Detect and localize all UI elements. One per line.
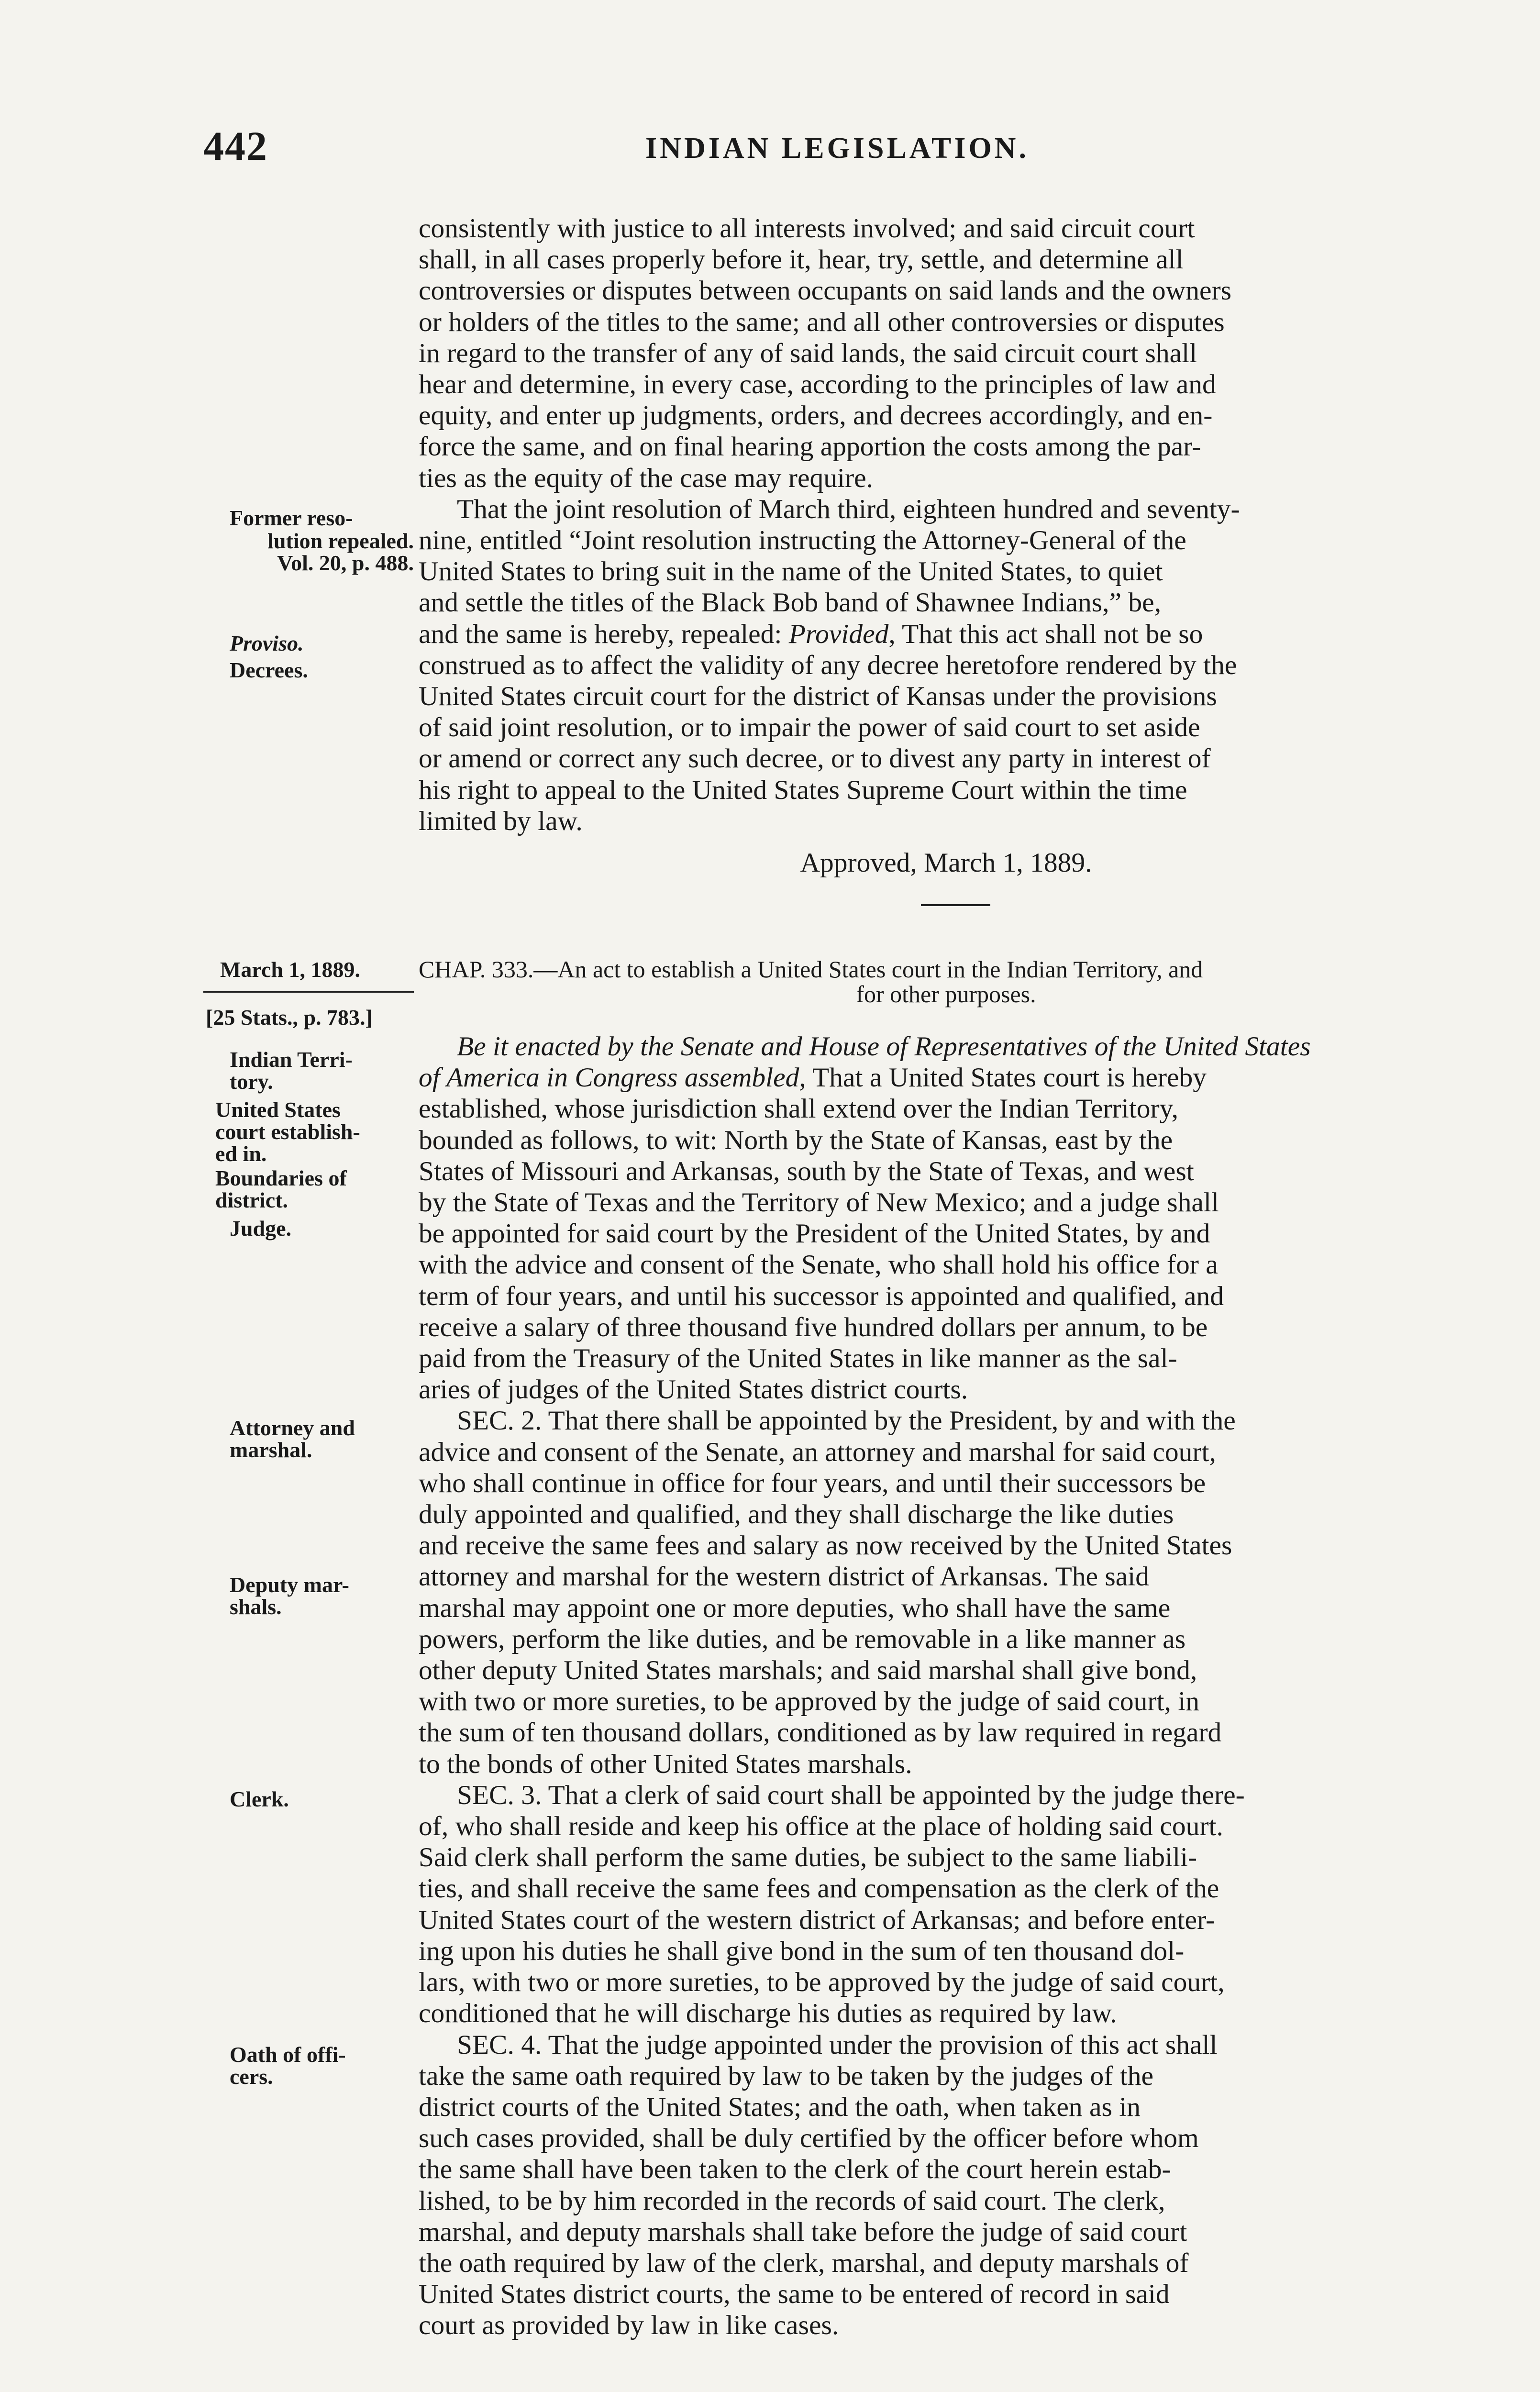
running-title: INDIAN LEGISLATION. bbox=[645, 132, 1029, 165]
text-line: to the bonds of other United States marshals. bbox=[419, 1749, 912, 1779]
text-line: be appointed for said court by the President of the United States, by and bbox=[419, 1218, 1210, 1249]
text-line: nine, entitled “Joint resolution instructing the Attorney-General of the bbox=[419, 525, 1186, 556]
chapter-date: March 1, 1889. bbox=[220, 957, 361, 982]
margin-note-court-established: United States court establish- ed in. bbox=[215, 1097, 360, 1166]
text-line: district courts of the United States; and the oath, when taken as in bbox=[419, 2092, 1141, 2122]
text-line: States of Missouri and Arkansas, south by the State of Texas, and west bbox=[419, 1156, 1194, 1186]
sec4-line: SEC. 4. That the judge appointed under the provision of this act shall bbox=[457, 2029, 1218, 2060]
text-line: with the advice and consent of the Senate, who shall hold his office for a bbox=[419, 1250, 1218, 1280]
text-line: such cases provided, shall be duly certified by the officer before whom bbox=[419, 2123, 1199, 2154]
text-line: United States circuit court for the district of Kansas under the provisions bbox=[419, 681, 1217, 712]
text-line: United States district courts, the same to be entered of record in said bbox=[419, 2279, 1170, 2310]
text-line: consistently with justice to all interests involved; and said circuit court bbox=[419, 213, 1195, 244]
text-line: hear and determine, in every case, according to the principles of law and bbox=[419, 369, 1216, 400]
text-line: in regard to the transfer of any of said lands, the said circuit court shall bbox=[419, 338, 1197, 368]
text-line: or holders of the titles to the same; and all other controversies or disputes bbox=[419, 307, 1225, 337]
text-line: or amend or correct any such decree, or to divest any party in interest of bbox=[419, 743, 1211, 774]
running-head bbox=[203, 122, 1471, 179]
text-line: paid from the Treasury of the United States in like manner as the sal- bbox=[419, 1343, 1177, 1374]
text-line: receive a salary of three thousand five hundred dollars per annum, to be bbox=[419, 1312, 1208, 1342]
text-line: force the same, and on final hearing apportion the costs among the par- bbox=[419, 432, 1201, 462]
text-line: of said joint resolution, or to impair the power of said court to set aside bbox=[419, 712, 1200, 743]
stats-reference: [25 Stats., p. 783.] bbox=[206, 1005, 373, 1030]
text-line: of, who shall reside and keep his office at the place of holding said court. bbox=[419, 1811, 1223, 1842]
proviso-text-start: and the same is hereby, repealed: bbox=[419, 619, 789, 649]
margin-note-decrees: Decrees. bbox=[230, 658, 308, 682]
text-line: term of four years, and until his successor is appointed and qualified, and bbox=[419, 1281, 1224, 1311]
text-line: conditioned that he will discharge his duties as required by law. bbox=[419, 1998, 1117, 2029]
chapter-body bbox=[419, 1031, 1474, 2341]
margin-note-former-2: lution repealed. Vol. 20, p. 488. bbox=[267, 529, 414, 575]
text-line: with two or more sureties, to be approved by the judge of said court, in bbox=[419, 1686, 1199, 1717]
text-line: the same shall have been taken to the clerk of the court herein estab- bbox=[419, 2154, 1171, 2185]
margin-note-oath: Oath of offi- cers. bbox=[230, 2042, 346, 2089]
margin-note-proviso: Proviso. bbox=[230, 631, 304, 655]
text-line: construed as to affect the validity of any decree heretofore rendered by the bbox=[419, 650, 1237, 680]
enacting-line1: Be it enacted by the Senate and House of Representatives of the United States bbox=[457, 1031, 1311, 1062]
text-line: lished, to be by him recorded in the records of said court. The clerk, bbox=[419, 2185, 1165, 2216]
text-line: equity, and enter up judgments, orders, and decrees accordingly, and en- bbox=[419, 400, 1213, 431]
enacting-line2: of America in Congress assembled, That a United States court is hereby bbox=[419, 1063, 1207, 1093]
section-continuation bbox=[419, 213, 1474, 878]
text-line: shall, in all cases properly before it, hear, try, settle, and determine all bbox=[419, 244, 1184, 275]
text-line: who shall continue in office for four years, and until their successors be bbox=[419, 1468, 1206, 1498]
text-line: limited by law. bbox=[419, 806, 583, 836]
date-rule bbox=[203, 991, 414, 993]
margin-note-former: Former reso- bbox=[230, 506, 353, 530]
text-line: ties, and shall receive the same fees and compensation as the clerk of the bbox=[419, 1873, 1219, 1904]
text-line: That the joint resolution of March third, eighteen hundred and seventy- bbox=[457, 494, 1240, 524]
margin-note-deputy: Deputy mar- shals. bbox=[230, 1573, 349, 1619]
page-number: 442 bbox=[203, 123, 268, 169]
chapter-heading-line1: CHAP. 333.—An act to establish a United States court in the Indian Territory, and bbox=[419, 956, 1203, 983]
text-line: bounded as follows, to wit: North by the State of Kansas, east by the bbox=[419, 1125, 1173, 1155]
text-line: by the State of Texas and the Territory of New Mexico; and a judge shall bbox=[419, 1187, 1219, 1218]
text-line: controversies or disputes between occupants on said lands and the owners bbox=[419, 276, 1232, 306]
text-line: powers, perform the like duties, and be removable in a like manner as bbox=[419, 1624, 1186, 1654]
text-line: Said clerk shall perform the same duties, be subject to the same liabili- bbox=[419, 1842, 1197, 1873]
text-line: and receive the same fees and salary as now received by the United States bbox=[419, 1530, 1232, 1561]
proviso-text-end: , That this act shall not be so bbox=[888, 619, 1203, 649]
text-line: duly appointed and qualified, and they shall discharge the like duties bbox=[419, 1499, 1174, 1530]
text-line: ing upon his duties he shall give bond in the sum of ten thousand dol- bbox=[419, 1936, 1185, 1966]
text-line: his right to appeal to the United States Supreme Court within the time bbox=[419, 775, 1187, 805]
text-line: marshal, and deputy marshals shall take before the judge of said court bbox=[419, 2216, 1187, 2247]
text-line: attorney and marshal for the western district of Arkansas. The said bbox=[419, 1561, 1150, 1592]
chapter-heading-line2: for other purposes. bbox=[856, 981, 1036, 1008]
text-line: lars, with two or more sureties, to be approved by the judge of said court, bbox=[419, 1967, 1225, 1998]
approved-line: Approved, March 1, 1889. bbox=[800, 848, 1092, 878]
margin-note-indian-territory: Indian Terri- tory. bbox=[230, 1047, 353, 1094]
text-line: ties as the equity of the case may require. bbox=[419, 463, 873, 493]
text-line: and settle the titles of the Black Bob band of Shawnee Indians,” be, bbox=[419, 587, 1162, 618]
text-line: United States court of the western district of Arkansas; and before enter- bbox=[419, 1905, 1215, 1935]
separator-rule bbox=[921, 904, 990, 906]
proviso-line bbox=[419, 619, 1474, 650]
sec3-line: SEC. 3. That a clerk of said court shall be appointed by the judge there- bbox=[457, 1780, 1245, 1810]
text-line: the sum of ten thousand dollars, conditioned as by law required in regard bbox=[419, 1717, 1222, 1748]
margin-note-judge: Judge. bbox=[230, 1216, 292, 1240]
margin-note-boundaries: Boundaries of district. bbox=[215, 1166, 347, 1212]
margin-note-clerk: Clerk. bbox=[230, 1787, 289, 1811]
sec2-line: SEC. 2. That there shall be appointed by the President, by and with the bbox=[457, 1406, 1236, 1436]
text-line: other deputy United States marshals; and said marshal shall give bond, bbox=[419, 1655, 1197, 1686]
text-line: United States to bring suit in the name of the United States, to quiet bbox=[419, 556, 1163, 587]
margin-note-attorney: Attorney and marshal. bbox=[230, 1416, 355, 1462]
proviso-word: Provided bbox=[788, 619, 889, 649]
text-line: the oath required by law of the clerk, marshal, and deputy marshals of bbox=[419, 2248, 1189, 2278]
text-line: established, whose jurisdiction shall extend over the Indian Territory, bbox=[419, 1094, 1179, 1124]
text-line: take the same oath required by law to be taken by the judges of the bbox=[419, 2060, 1154, 2091]
chapter-heading bbox=[419, 957, 1474, 1007]
text-line: court as provided by law in like cases. bbox=[419, 2310, 839, 2341]
text-line: advice and consent of the Senate, an attorney and marshal for said court, bbox=[419, 1437, 1216, 1467]
text-line: marshal may appoint one or more deputies, who shall have the same bbox=[419, 1593, 1171, 1623]
text-line: aries of judges of the United States district courts. bbox=[419, 1374, 968, 1405]
